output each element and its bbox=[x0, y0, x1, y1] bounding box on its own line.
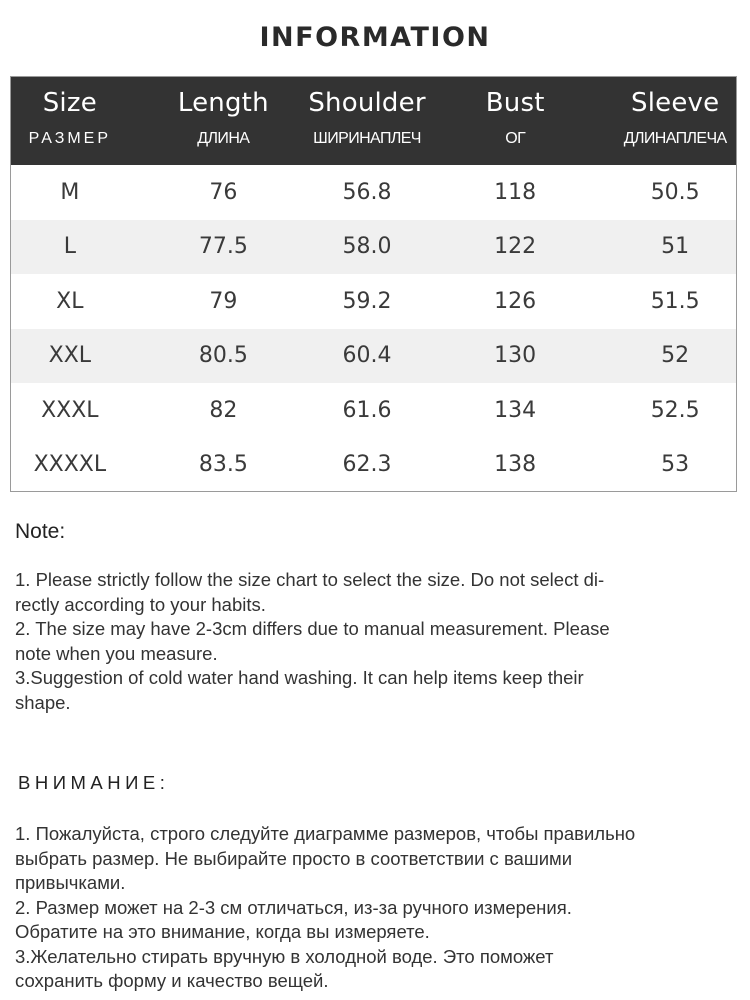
note-english bbox=[15, 520, 735, 715]
note-line: 1. Пожалуйста, строго следуйте диаграмме размеров, чтобы правильно bbox=[15, 823, 636, 844]
note-line: выбрать размер. Не выбирайте просто в соответствии с вашими bbox=[15, 847, 573, 869]
cell-shoulder: 58.0 bbox=[342, 234, 392, 260]
cell-sleeve: 51.5 bbox=[650, 288, 700, 314]
table-row bbox=[11, 165, 736, 220]
header-sleeve-en: Sleeve bbox=[631, 88, 720, 118]
header-size-en: Size bbox=[42, 88, 97, 118]
header-length bbox=[129, 77, 318, 165]
cell-size: XXXXL bbox=[33, 452, 107, 478]
cell-size: XXXL bbox=[41, 397, 99, 423]
note-heading-ru: ВНИМАНИЕ: bbox=[18, 772, 170, 793]
header-size-ru: РАЗМЕР bbox=[28, 130, 112, 147]
cell-bust: 130 bbox=[494, 343, 537, 369]
cell-length: 76 bbox=[209, 179, 238, 205]
header-sleeve bbox=[614, 77, 736, 165]
note-line: 1. Please strictly follow the size chart to select the size. Do not select di- bbox=[15, 569, 605, 590]
cell-bust: 134 bbox=[494, 397, 537, 423]
cell-shoulder: 60.4 bbox=[342, 343, 392, 369]
table-row bbox=[11, 383, 736, 438]
table-row bbox=[11, 274, 736, 329]
note-line: rectly according to your habits. bbox=[15, 593, 266, 615]
cell-shoulder: 61.6 bbox=[342, 397, 392, 423]
cell-size: L bbox=[63, 234, 76, 260]
note-line: привычками. bbox=[15, 872, 126, 893]
table-row bbox=[11, 329, 736, 384]
cell-sleeve: 51 bbox=[661, 234, 690, 260]
cell-size: M bbox=[60, 179, 80, 205]
cell-length: 82 bbox=[209, 397, 238, 423]
note-line: shape. bbox=[15, 691, 71, 713]
table-row bbox=[11, 438, 736, 493]
cell-length: 80.5 bbox=[198, 343, 248, 369]
cell-length: 77.5 bbox=[198, 234, 248, 260]
cell-sleeve: 53 bbox=[661, 452, 690, 478]
note-line: сохранить форму и качество вещей. bbox=[15, 970, 329, 991]
cell-shoulder: 56.8 bbox=[342, 179, 392, 205]
header-bust bbox=[416, 77, 614, 165]
note-text bbox=[15, 568, 735, 715]
note-russian-text bbox=[15, 822, 735, 994]
cell-size: XL bbox=[56, 288, 84, 314]
note-text-ru bbox=[15, 822, 735, 994]
cell-size: XXL bbox=[48, 343, 92, 369]
header-shoulder-ru: ШИРИНАПЛЕЧ bbox=[313, 130, 421, 147]
cell-shoulder: 59.2 bbox=[342, 288, 392, 314]
header-bust-en: Bust bbox=[485, 88, 545, 118]
cell-bust: 138 bbox=[494, 452, 537, 478]
header-length-ru: ДЛИНА bbox=[197, 130, 250, 147]
cell-sleeve: 50.5 bbox=[650, 179, 700, 205]
note-line: Обратите на это внимание, когда вы измеряете. bbox=[15, 921, 430, 942]
note-line: 2. Размер может на 2-3 см отличаться, из-за ручного измерения. bbox=[15, 896, 572, 918]
cell-bust: 118 bbox=[494, 179, 537, 205]
cell-shoulder: 62.3 bbox=[342, 452, 392, 478]
cell-length: 83.5 bbox=[198, 452, 248, 478]
header-size bbox=[11, 77, 129, 165]
header-bust-ru: ОГ bbox=[505, 130, 526, 147]
header-sleeve-ru: ДЛИНАПЛЕЧА bbox=[623, 130, 727, 147]
note-line: 3.Желательно стирать вручную в холодной воде. Это поможет bbox=[15, 945, 554, 967]
note-line: note when you measure. bbox=[15, 642, 218, 664]
table-row bbox=[11, 220, 736, 275]
page-title: INFORMATION bbox=[259, 22, 491, 53]
cell-sleeve: 52 bbox=[661, 343, 690, 369]
header-shoulder-en: Shoulder bbox=[308, 88, 426, 118]
note-russian bbox=[18, 772, 738, 794]
cell-bust: 126 bbox=[494, 288, 537, 314]
note-line: 3.Suggestion of cold water hand washing. It can help items keep their bbox=[15, 667, 584, 688]
size-chart-table bbox=[10, 76, 737, 492]
header-shoulder bbox=[308, 77, 426, 165]
cell-length: 79 bbox=[209, 288, 238, 314]
note-line: 2. The size may have 2-3cm differs due to manual measurement. Please bbox=[15, 618, 610, 639]
cell-sleeve: 52.5 bbox=[650, 397, 700, 423]
header-length-en: Length bbox=[177, 88, 269, 118]
note-heading: Note: bbox=[15, 520, 66, 543]
cell-bust: 122 bbox=[494, 234, 537, 260]
table-header bbox=[11, 77, 736, 165]
